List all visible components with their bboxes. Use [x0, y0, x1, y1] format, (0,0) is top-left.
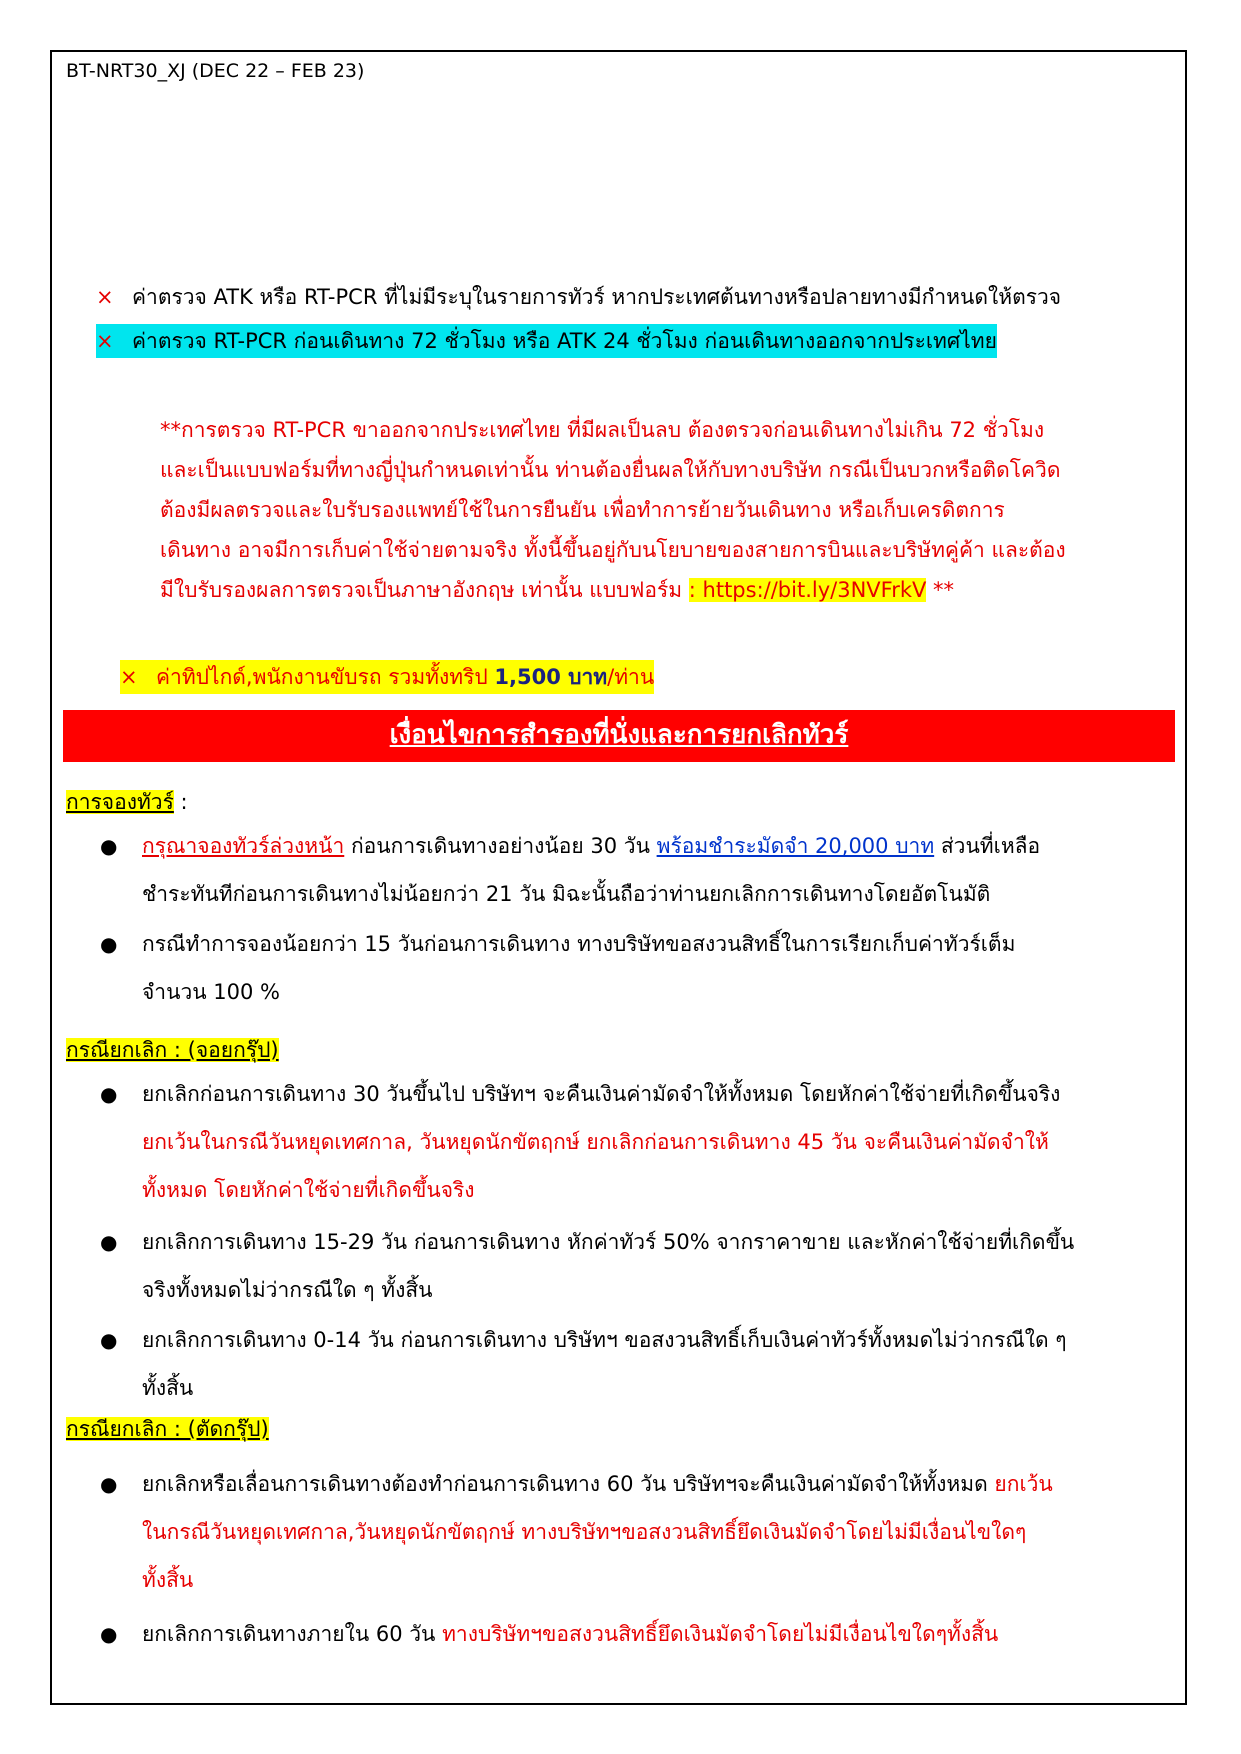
list-item: [100, 1460, 1180, 1604]
note-line-text: มีใบรับรองผลการตรวจเป็นภาษาอังกฤษ เท่านั้น แบบฟอร์ม: [160, 578, 689, 602]
cancel-text: ยกเลิกการเดินทางภายใน 60 วัน: [142, 1622, 443, 1646]
booking-text: จำนวน 100 %: [142, 980, 280, 1004]
cancel-text: ทางบริษัทฯขอสงวนสิทธิ์ยึดเงินมัดจำโดยไม่มีเงื่อนไขใดๆทั้งสิ้น: [442, 1622, 999, 1646]
note-line: [160, 570, 1170, 610]
cancel-join-label: กรณียกเลิก : (จอยกรุ๊ป): [66, 1038, 279, 1062]
cancel-text: จริงทั้งหมดไม่ว่ากรณีใด ๆ ทั้งสิ้น: [142, 1278, 433, 1302]
booking-heading: [66, 785, 188, 819]
cancel-text: ยกเลิกก่อนการเดินทาง 30 วันขึ้นไป บริษัทฯ จะคืนเงินค่ามัดจำให้ทั้งหมด โดยหักค่าใช้จ่ายที่เกิดขึ้นจริง: [142, 1082, 1061, 1106]
cancel-text: ทั้งสิ้น: [142, 1376, 194, 1400]
cancel-text: ยกเลิกการเดินทาง 15-29 วัน ก่อนการเดินทาง หักค่าทัวร์ 50% จากราคาขาย และหักค่าใช้จ่ายที่เกิดขึ้น: [142, 1230, 1075, 1254]
bullet-icon: ●: [100, 834, 118, 858]
bullet-icon: ●: [100, 1472, 118, 1496]
excluded-item-rtpcr-text: ค่าตรวจ RT-PCR ก่อนเดินทาง 72 ชั่วโมง หรือ ATK 24 ชั่วโมง ก่อนเดินทางออกจากประเทศไทย: [132, 329, 997, 353]
list-item: [100, 822, 1180, 918]
document-code: BT-NRT30_XJ (DEC 22 – FEB 23): [66, 60, 365, 82]
bullet-icon: ●: [100, 1328, 118, 1352]
bullet-icon: ●: [100, 1230, 118, 1254]
cancel-private-heading: [66, 1412, 269, 1446]
booking-text: ก่อนการเดินทางอย่างน้อย 30 วัน: [344, 834, 657, 858]
cancel-text: ในกรณีวันหยุดเทศกาล,วันหยุดนักขัตฤกษ์ ทางบริษัทฯขอสงวนสิทธิ์ยึดเงินมัดจำโดยไม่มีเงื่อนไขใดๆ: [142, 1520, 1027, 1544]
note-line: ต้องมีผลตรวจและใบรับรองแพทย์ใช้ในการยืนยัน เพื่อทำการย้ายวันเดินทาง หรือเก็บเครดิตการ: [160, 498, 1005, 522]
booking-text: ส่วนที่เหลือ: [934, 834, 1041, 858]
list-item: [100, 1610, 1180, 1658]
note-line: **การตรวจ RT-PCR ขาออกจากประเทศไทย ที่มีผลเป็นลบ ต้องตรวจก่อนเดินทางไม่เกิน 72 ชั่วโมง: [160, 418, 1045, 442]
note-line: เดินทาง อาจมีการเก็บค่าใช้จ่ายตามจริง ทั้งนี้ขึ้นอยู่กับนโยบายของสายการบินและบริษัทคู่ค้า และต้อง: [160, 538, 1066, 562]
cancel-private-label: กรณียกเลิก : (ตัดกรุ๊ป): [66, 1417, 269, 1441]
cross-icon: ×: [96, 285, 114, 309]
booking-label: การจองทัวร์: [66, 790, 174, 814]
deposit-link[interactable]: พร้อมชำระมัดจำ 20,000 บาท: [656, 834, 935, 858]
rtpcr-note: [160, 410, 1170, 610]
cancel-text: ทั้งสิ้น: [142, 1568, 194, 1592]
booking-text: กรณีทำการจองน้อยกว่า 15 วันก่อนการเดินทาง ทางบริษัทขอสงวนสิทธิ์ในการเรียกเก็บค่าทัวร์เต็ม: [142, 932, 1016, 956]
bullet-icon: ●: [100, 932, 118, 956]
excluded-item-atk: [96, 280, 1061, 314]
booking-text: ชำระทันทีก่อนการเดินทางไม่น้อยกว่า 21 วัน มิฉะนั้นถือว่าท่านยกเลิกการเดินทางโดยอัตโนมัติ: [142, 882, 991, 906]
excluded-item-tip: [120, 660, 654, 694]
booking-colon: :: [173, 790, 188, 814]
conditions-banner: เงื่อนไขการสำรองที่นั่งและการยกเลิกทัวร์: [63, 710, 1175, 762]
note-line: และเป็นแบบฟอร์มที่ทางญี่ปุ่นกำหนดเท่านั้น ท่านต้องยื่นผลให้กับทางบริษัท กรณีเป็นบวกหรือติดโควิด: [160, 458, 1061, 482]
list-item: [100, 1070, 1180, 1214]
list-item: [100, 1316, 1180, 1412]
cancel-text: ทั้งหมด โดยหักค่าใช้จ่ายที่เกิดขึ้นจริง: [142, 1178, 475, 1202]
tip-amount: 1,500 บาท: [494, 665, 608, 689]
cross-icon: ×: [120, 665, 138, 689]
bullet-icon: ●: [100, 1622, 118, 1646]
cancel-join-heading: [66, 1033, 279, 1067]
excluded-item-rtpcr: [96, 324, 997, 358]
bullet-icon: ●: [100, 1082, 118, 1106]
list-item: [100, 920, 1180, 1016]
cancel-text: ยกเลิกหรือเลื่อนการเดินทางต้องทำก่อนการเดินทาง 60 วัน บริษัทฯจะคืนเงินค่ามัดจำให้ทั้งหมด: [142, 1472, 995, 1496]
cross-icon: ×: [96, 329, 114, 353]
cancel-text: ยกเว้น: [994, 1472, 1053, 1496]
list-item: [100, 1218, 1180, 1314]
advance-booking-link[interactable]: กรุณาจองทัวร์ล่วงหน้า: [142, 834, 345, 858]
excluded-item-atk-text: ค่าตรวจ ATK หรือ RT-PCR ที่ไม่มีระบุในรายการทัวร์ หากประเทศต้นทางหรือปลายทางมีกำหนดให้ตรวจ: [132, 285, 1062, 309]
cancel-text: ยกเลิกการเดินทาง 0-14 วัน ก่อนการเดินทาง บริษัทฯ ขอสงวนสิทธิ์เก็บเงินค่าทัวร์ทั้งหมดไม่ว่ากรณีใด ๆ: [142, 1328, 1067, 1352]
form-link[interactable]: : https://bit.ly/3NVFrkV: [688, 578, 927, 602]
tip-unit: /ท่าน: [607, 665, 655, 689]
cancel-text: ยกเว้นในกรณีวันหยุดเทศกาล, วันหยุดนักขัตฤกษ์ ยกเลิกก่อนการเดินทาง 45 วัน จะคืนเงินค่ามัดจำให้: [142, 1130, 1049, 1154]
note-end: **: [926, 578, 955, 602]
tip-text: ค่าทิปไกด์,พนักงานขับรถ รวมทั้งทริป: [156, 665, 495, 689]
